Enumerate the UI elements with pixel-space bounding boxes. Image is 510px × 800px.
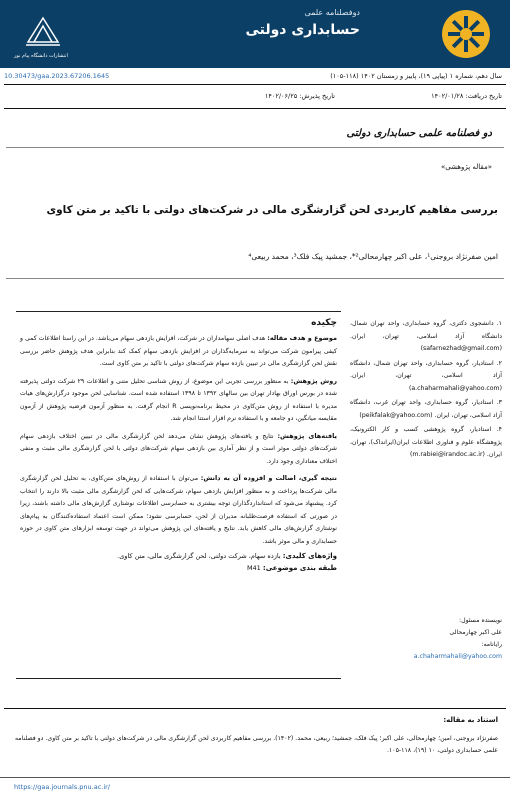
- journal-title: حسابداری دولتی: [245, 22, 360, 38]
- affiliation-item: ۳. استادیار، گروه حسابداری، واحد تهران غرب، دانشگاه آزاد اسلامی، تهران، ایران. (peikfalak@yahoo.com): [350, 399, 502, 419]
- email-label: رایانامه:: [481, 641, 502, 648]
- citation-text: صفرنژاد بروجنی، امین؛ چهارمحالی، علی اکبر؛ پیک فلک، جمشید؛ ربیعی، محمد. (۱۴۰۲). بررسی مفاهیم کاربردی لحن گزارشگری مالی در شرکت‌های دولتی با تاکید بر متن کاوی. دو فصلنامه علمی حسابداری دولتی، ۱۰ (۱۹)، ۱۱۸-۱۰۵.: [14, 735, 498, 754]
- conclusion-label: نتیجه گیری، اصالت و افزوده آن به دانش:: [200, 474, 337, 482]
- article-type: «مقاله پژوهشی»: [440, 163, 492, 171]
- corresponding-label: نویسنده مسئول:: [459, 617, 502, 624]
- affiliations: [350, 318, 502, 464]
- abstract-method: [20, 375, 337, 426]
- jel-code: M41: [246, 564, 263, 572]
- paper-title: بررسی مفاهیم کاربردی لحن گزارشگری مالی در شرکت‌های دولتی با تاکید بر متن کاوی: [46, 204, 498, 216]
- purpose-text: هدف اصلی سهامداران در شرکت، افزایش بازدهی سهام می‌باشد. در این راستا اطلاعات کمی و کیفی پیرامون شرکت می‌تواند به سرمایه‌گذاران در افزایش بازدهی سهام کمک کند بنابراین هدف پژوهش حاضر بررسی نقش لحن گزارشگری مالی در تبیین بازده سهام شرکت‌های دولتی با تاکید بر متن کاوی است.: [20, 335, 337, 367]
- abstract-findings: [20, 430, 337, 469]
- affiliation-item: ۱. دانشجوی دکتری، گروه حسابداری، واحد تهران شمال، دانشگاه آزاد اسلامی، تهران، ایران. (safarnezhad@gmail.com): [350, 320, 502, 352]
- method-label: روش پژوهش:: [290, 376, 337, 385]
- keywords-label: واژه‌های کلیدی:: [282, 552, 337, 560]
- affiliation-item: ۴. استادیار، گروه پژوهشی کسب و کار الکترونیک، پژوهشگاه علوم و فناوری اطلاعات ایران(ایرانداک)، تهران، ایران. (m.rabiei@irandoc.ac.ir): [350, 426, 502, 458]
- journal-banner: [0, 0, 510, 68]
- publisher-text: انتشارات دانشگاه پیام نور: [14, 53, 68, 59]
- university-logo-icon: [440, 8, 492, 60]
- abstract-box: [16, 311, 341, 679]
- findings-label: یافته‌های پژوهش:: [277, 431, 337, 440]
- corresponding-name: علی اکبر چهارمحالی: [449, 629, 502, 636]
- divider: [6, 147, 504, 148]
- purpose-label: موضوع و هدف مقاله:: [267, 334, 337, 342]
- journal-name: دو فصلنامه علمی حسابداری دولتی: [346, 128, 492, 139]
- accepted-date: تاریخ پذیرش: ۱۴۰۲/۰۶/۲۵: [264, 92, 335, 100]
- conclusion-text: می‌توان با استفاده از روش‌های متن‌کاوی، به تحلیل لحن گزارشگری مالی شرکت‌ها پرداخت و به منظور افزایش بازدهی سهام، شرکت‌هایی که لحن گزارشگری مالی مثبت بالا دارند را انتخاب کرد. پیشنهاد می‌شود که استانداردگذاران توجه بیشتری به حسابرسی اطلاعات نوشتاری گزارش‌های مالی داشته باشند، زیرا در صورتی که استفاده فرصت‌طلبانه مدیران از لحن، حسابرسی نشود؛ ممکن است اعتماد استفاده‌کنندگان به پیام‌های نوشتاری گزارش‌های مالی کاهش یابد. نتایج و یافته‌های این پژوهش می‌تواند در جهت توسعه ابزارهای متن کاوی در حوزه حسابداری و مالی موثر باشد.: [20, 475, 337, 545]
- divider: [4, 708, 506, 709]
- corresponding-author: [350, 615, 502, 663]
- findings-text: نتایج و یافته‌های پژوهش نشان می‌دهد لحن گزارشگری مالی در تبیین اختلاف بازدهی سهام شرکت‌های دولتی موثر است و از نظر آماری بین بازدهی سهام شرکت‌های دولتی با لحن گزارشگری مالی مثبت و منفی اختلاف معناداری وجود دارد.: [20, 432, 337, 465]
- method-text: به منظور بررسی تجربی این موضوع، از روش شناسی تحلیل متنی و اطلاعات ۲۹ شرکت دولتی پذیرفته شده در بورس اوراق بهادار تهران بین سالهای ۱۳۹۲ تا ۱۳۹۸ استفاده شده است. شناسایی لحن موجود درگزارش‌های هیات مدیره با استفاده از روش متن‌کاوی در محیط برنامه‌نویسی R انجام گرفت. به منظور آزمون فرضیه پژوهش از آزمون مقایسه میانگین، دو جامعه و با استفاده نرم افزار استتا انجام شد.: [20, 377, 338, 422]
- journal-url[interactable]: https://gaa.journals.pnu.ac.ir/: [14, 783, 111, 791]
- divider: [6, 278, 504, 279]
- abstract-purpose: [20, 332, 337, 371]
- publisher-logo-icon: [20, 12, 66, 54]
- divider: [4, 84, 506, 85]
- journal-subtitle: دوفصلنامه علمی: [304, 8, 360, 17]
- abstract-conclusion: [20, 472, 337, 548]
- footer-divider: [0, 777, 510, 778]
- affiliation-item: ۲. استادیار، گروه حسابداری، واحد تهران شمال، دانشگاه آزاد اسلامی، تهران، ایران. (a.chaharmahali@yahoo.com): [350, 359, 502, 392]
- abstract-heading: چکیده: [311, 318, 337, 328]
- jel-label: طبقه بندی موضوعی:: [262, 564, 337, 572]
- authors: امین صفرنژاد بروجنی¹، علی اکبر چهارمحالی²*، جمشید پیک فلک³، محمد ربیعی⁴: [248, 252, 498, 261]
- citation-heading: استناد به مقاله:: [443, 716, 498, 724]
- keywords: [20, 552, 337, 560]
- received-date: تاریخ دریافت: ۱۴۰۲/۰۱/۲۸: [431, 92, 502, 100]
- divider: [4, 108, 506, 109]
- doi-link[interactable]: 10.30473/gaa.2023.67206.1645: [4, 72, 110, 80]
- jel-classification: [20, 564, 337, 572]
- issue-line: سال دهم، شماره ۱ (پیاپی ۱۹)، پاییز و زمستان ۱۴۰۲ (۱۱۸-۱۰۵): [330, 72, 502, 80]
- keywords-text: بازده سهام، شرکت دولتی، لحن گزارشگری مالی، متن کاوی.: [117, 552, 283, 560]
- corresponding-email[interactable]: a.chaharmahali@yahoo.com: [413, 653, 502, 660]
